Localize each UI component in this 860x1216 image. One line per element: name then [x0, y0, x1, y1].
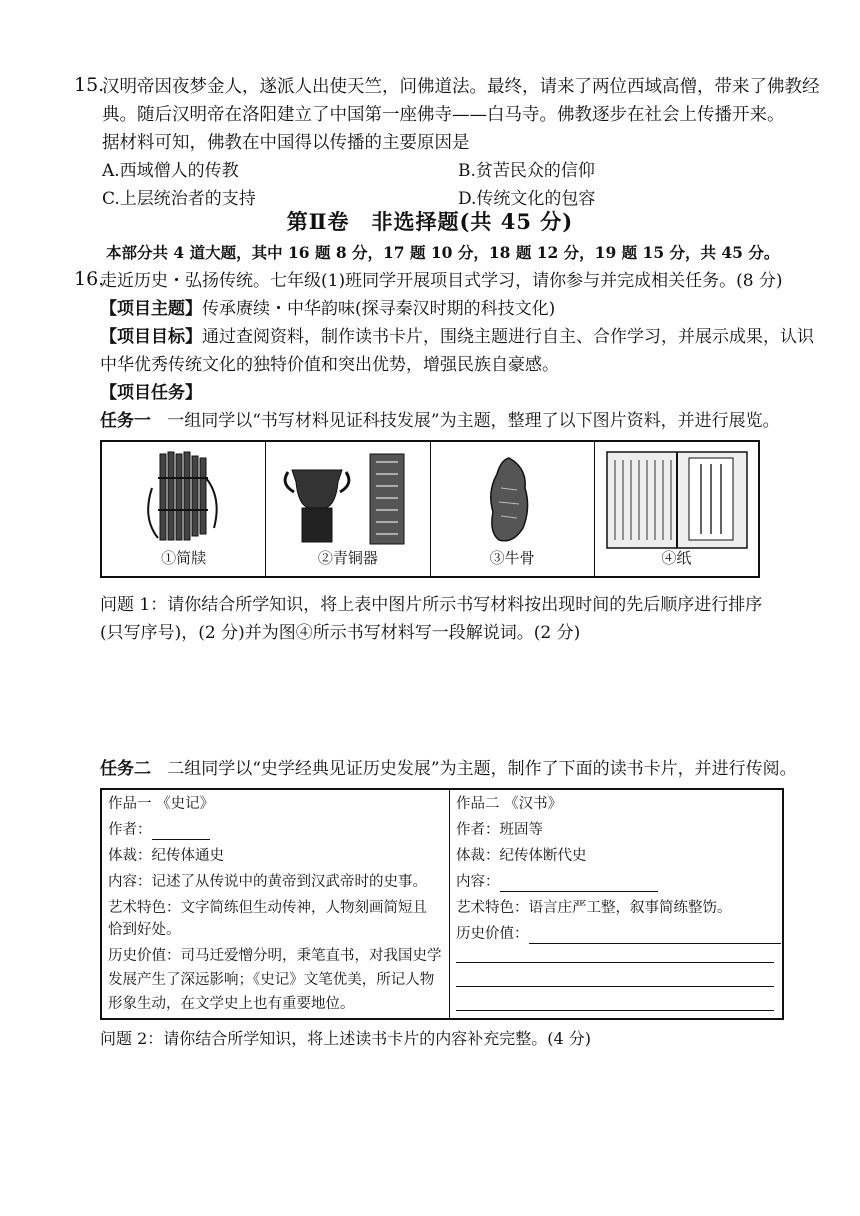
- card-right-value: 历史价值：: [456, 926, 529, 942]
- card-right-value-row: [456, 924, 781, 944]
- card-left-value1: 历史价值：司马迁爱憎分明，秉笔直书，对我国史学: [108, 948, 442, 964]
- reading-card-table: [100, 788, 784, 1020]
- card-right-art: 艺术特色：语言庄严工整，叙事简练整饬。: [456, 900, 732, 916]
- card-right-genre: 体裁：纪传体断代史: [456, 848, 587, 864]
- q15-stem-line3: 据材料可知，佛教在中国得以传播的主要原因是: [102, 133, 470, 153]
- question1-line2: (只写序号)，(2 分)并为图④所示书写材料写一段解说词。(2 分): [100, 623, 581, 643]
- question1-line1: 问题 1：请你结合所学知识，将上表中图片所示书写材料按出现时间的先后顺序进行排序: [100, 595, 763, 615]
- value-answer-line-2[interactable]: [456, 986, 774, 987]
- bronze-vessel-icon: [266, 448, 430, 552]
- card-left-value3: 形象生动，在文学史上也有重要地位。: [108, 996, 355, 1012]
- q15-option-d: D.传统文化的包容: [458, 189, 596, 209]
- task1-text: 一组同学以“书写材料见证科技发展”为主题，整理了以下图片资料，并进行展览。: [167, 411, 780, 431]
- q16-intro: 走近历史・弘扬传统。七年级(1)班同学开展项目式学习，请你参与并完成相关任务。(8 分): [100, 271, 783, 291]
- card-shiji: [102, 790, 450, 1018]
- q15-stem-line2: 典。随后汉明帝在洛阳建立了中国第一座佛寺——白马寺。佛教逐步在社会上传播开来。: [102, 105, 785, 125]
- task1-line: [100, 410, 780, 432]
- task2-text: 二组同学以“史学经典见证历史发展”为主题，制作了下面的读书卡片，并进行传阅。: [167, 759, 797, 779]
- bamboo-slips-icon: [102, 448, 266, 552]
- card-left-art2: 恰到好处。: [108, 922, 181, 938]
- card-left-author: 作者：: [108, 822, 152, 838]
- ox-bone-icon: [431, 448, 595, 552]
- project-goal-line2: 中华优秀传统文化的独特价值和突出优势，增强民族自豪感。: [100, 355, 559, 375]
- card-left-genre: 体裁：纪传体通史: [108, 848, 224, 864]
- content-blank[interactable]: [500, 875, 658, 892]
- q15-option-a: A.西域僧人的传教: [102, 161, 239, 181]
- card-right-title: 作品二 《汉书》: [456, 796, 563, 812]
- card-right-content: 内容：: [456, 874, 500, 890]
- q15-option-c: C.上层统治者的支持: [102, 189, 256, 209]
- project-goal-label: 【项目目标】: [100, 327, 202, 347]
- card-left-value2: 发展产生了深远影响；《史记》文笔优美，所记人物: [108, 972, 435, 988]
- card-left-title: 作品一 《史记》: [108, 796, 215, 812]
- image-cell-bamboo: [102, 442, 266, 576]
- author-blank[interactable]: [152, 823, 210, 840]
- image-cell-paper: [595, 442, 758, 576]
- card-left-art1: 艺术特色：文字简练但生动传神，人物刻画简短且: [108, 900, 427, 916]
- project-goal-line1: [100, 326, 814, 348]
- q15-option-b: B.贫苦民众的信仰: [458, 161, 595, 181]
- card-right-content-row: [456, 872, 658, 892]
- project-theme-label: 【项目主题】: [100, 299, 202, 319]
- question2: 问题 2：请你结合所学知识，将上述读书卡片的内容补充完整。(4 分): [100, 1029, 592, 1048]
- image-caption-4: ④纸: [661, 549, 692, 567]
- image-caption-3: ③牛骨: [489, 549, 535, 567]
- project-goal-text1: 通过查阅资料，制作读书卡片，围绕主题进行自主、合作学习，并展示成果，认识: [202, 327, 814, 347]
- task2-line: [100, 758, 797, 780]
- image-caption-2: ②青铜器: [317, 549, 378, 567]
- question-15-number: 15.: [74, 74, 105, 96]
- value-answer-line-1[interactable]: [456, 962, 774, 963]
- task1-label: 任务一: [100, 411, 151, 431]
- task2-label: 任务二: [100, 759, 151, 779]
- card-left-author-row: [108, 820, 210, 840]
- value-answer-line-3[interactable]: [456, 1010, 774, 1011]
- q15-stem-line1: 汉明帝因夜梦金人，遂派人出使天竺，问佛道法。最终，请来了两位西域高僧，带来了佛教经: [102, 77, 820, 97]
- project-theme-text: 传承赓续・中华韵味(探寻秦汉时期的科技文化): [202, 299, 556, 319]
- image-caption-1: ①简牍: [161, 549, 207, 567]
- question-16-number: 16.: [74, 268, 105, 290]
- card-left-content: 内容：记述了从传说中的黄帝到汉武帝时的史事。: [108, 874, 427, 890]
- card-right-author: 作者：班固等: [456, 822, 543, 838]
- project-task-label: 【项目任务】: [100, 383, 202, 403]
- image-cell-bone: [431, 442, 595, 576]
- image-cell-bronze: [266, 442, 430, 576]
- section-title: 第Ⅱ卷 非选择题(共 45 分): [286, 209, 574, 234]
- value-blank[interactable]: [529, 927, 781, 944]
- paper-book-icon: [595, 448, 759, 552]
- writing-materials-table: [100, 440, 760, 578]
- card-hanshu: [450, 790, 782, 1018]
- section-note: 本部分共 4 道大题，其中 16 题 8 分，17 题 10 分，18 题 12 分，19 题 15 分，共 45 分。: [106, 243, 780, 262]
- project-theme: [100, 298, 555, 320]
